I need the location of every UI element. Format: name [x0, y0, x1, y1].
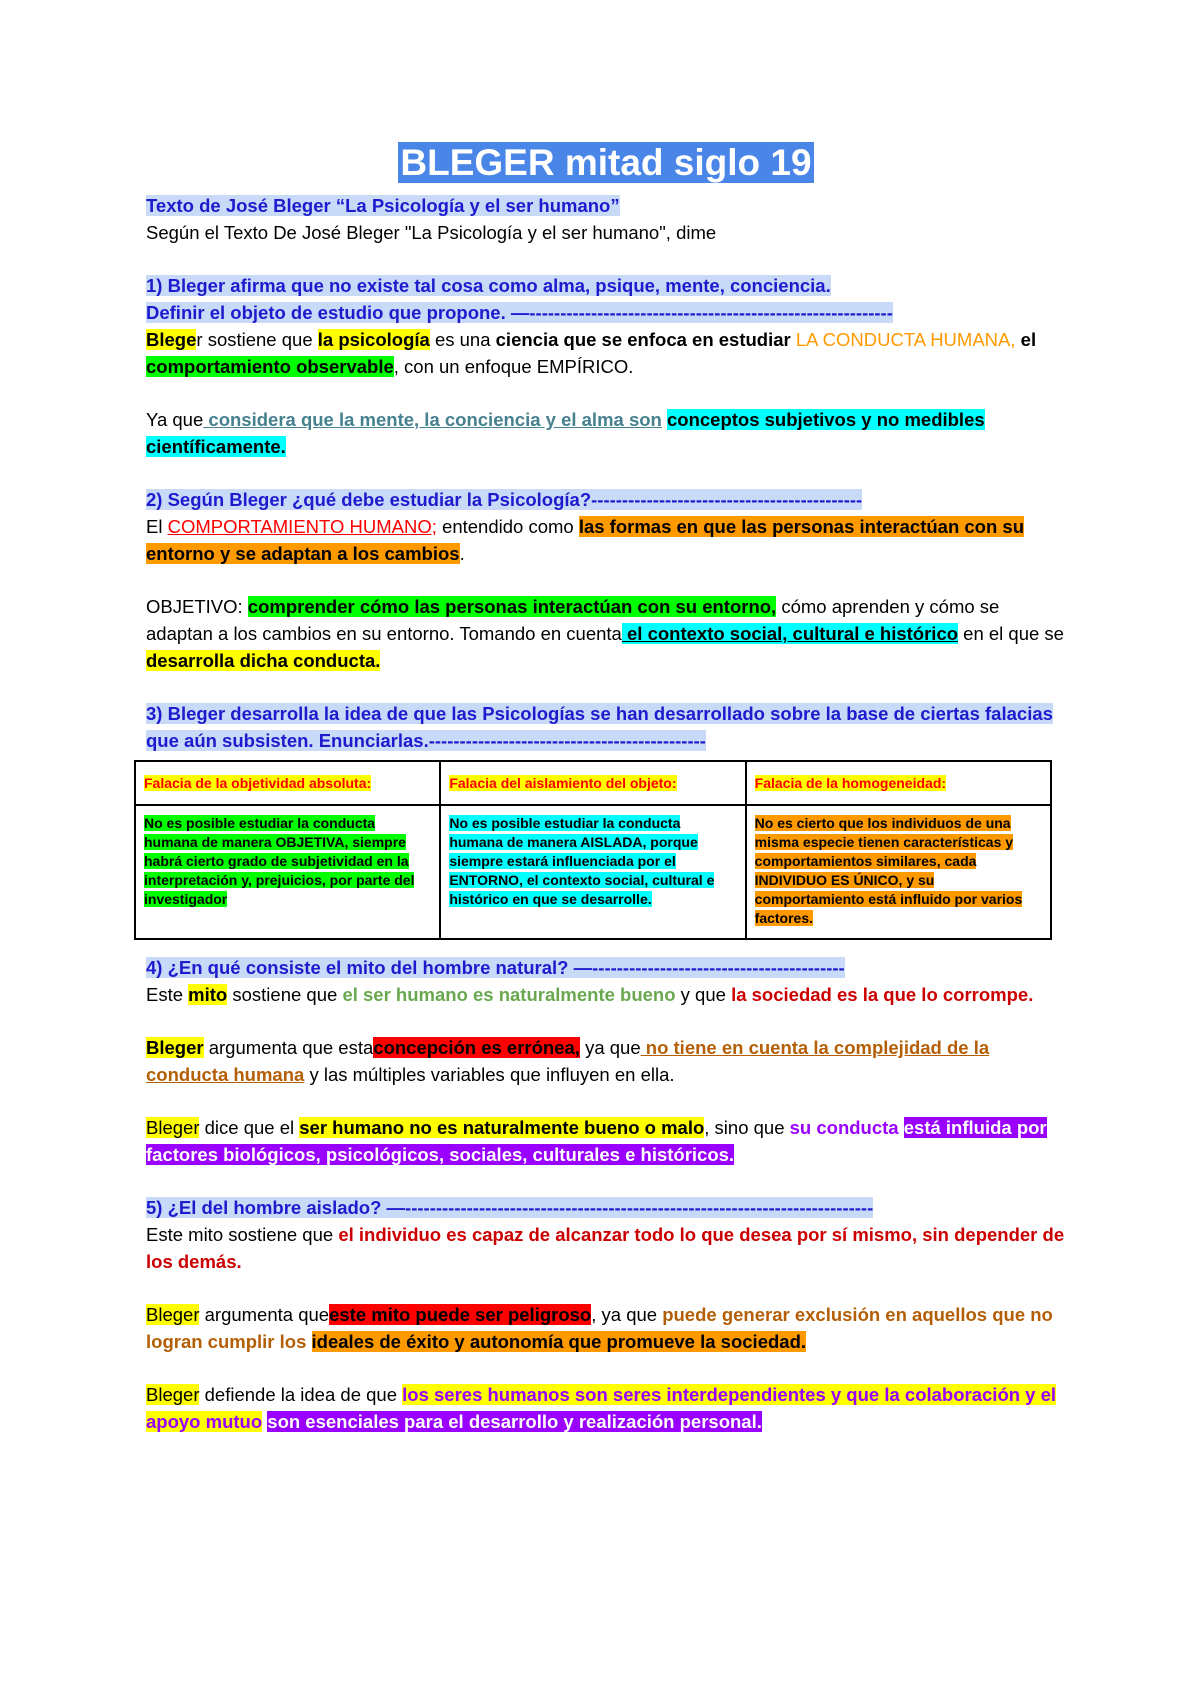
answer-4b: Bleger argumenta que estaconcepción es errónea, ya que no tiene en cuenta la complejidad de la conducta humana y las múltiples variables que influyen en ella.	[146, 1037, 990, 1085]
fallacy-cell-3: No es cierto que los individuos de una misma especie tienen características y comportamientos similares, cada INDIVIDUO ES ÚNICO, y su comportamiento está influido por varios factores.	[746, 805, 1051, 939]
question-2: 2) Según Bleger ¿qué debe estudiar la Psicología?--------------------------------------------	[146, 489, 863, 510]
answer-4c: Bleger dice que el ser humano no es naturalmente bueno o malo, sino que su conducta está influida por factores biológicos, psicológicos, sociales, culturales e históricos.	[146, 1117, 1047, 1165]
answer-5c: Bleger defiende la idea de que los seres humanos son seres interdependientes y que la colaboración y el apoyo mutuo son esenciales para el desarrollo y realización personal.	[146, 1384, 1057, 1432]
fallacy-header-3: Falacia de la homogeneidad:	[746, 761, 1051, 805]
page-title: BLEGER mitad siglo 19	[400, 142, 812, 183]
fallacy-cell-1: No es posible estudiar la conducta humana de manera OBJETIVA, siempre habrá cierto grado de subjetividad en la interpretación y, prejuicios, por parte del investigador	[135, 805, 440, 939]
answer-1a: Bleger sostiene que la psicología es una ciencia que se enfoca en estudiar LA CONDUCTA HUMANA, el comportamiento observable, con un enfoque EMPÍRICO.	[146, 329, 1037, 377]
title-block	[146, 142, 1066, 184]
question-1-line1: 1) Bleger afirma que no existe tal cosa como alma, psique, mente, conciencia.	[146, 275, 831, 296]
answer-4a: Este mito sostiene que el ser humano es naturalmente bueno y que la sociedad es la que lo corrompe.	[146, 984, 1034, 1005]
fallacies-table	[134, 760, 1052, 940]
fallacy-header-2: Falacia del aislamiento del objeto:	[440, 761, 745, 805]
question-5: 5) ¿El del hombre aislado? —----------------------------------------------------------------------------	[146, 1197, 874, 1218]
question-3: 3) Bleger desarrolla la idea de que las Psicologías se han desarrollado sobre la base de ciertas falacias que aún subsisten. Enunciarlas.---------------------------------------------	[146, 703, 1053, 751]
question-1	[146, 272, 1066, 326]
intro-line: Según el Texto De José Bleger "La Psicología y el ser humano", dime	[146, 222, 717, 243]
subtitle: Texto de José Bleger “La Psicología y el ser humano”	[146, 195, 620, 216]
document-page	[146, 142, 1066, 1435]
answer-2b: OBJETIVO: comprender cómo las personas interactúan con su entorno, cómo aprenden y cómo se adaptan a los cambios en su entorno. Tomando en cuenta el contexto social, cultural e histórico en el que se desarrolla dicha conducta.	[146, 596, 1064, 671]
question-1-line2: Definir el objeto de estudio que propone. —-----------------------------------------------------------	[146, 302, 893, 323]
answer-2a: El COMPORTAMIENTO HUMANO; entendido como las formas en que las personas interactúan con su entorno y se adaptan a los cambios.	[146, 516, 1025, 564]
answer-5a: Este mito sostiene que el individuo es capaz de alcanzar todo lo que desea por sí mismo, sin depender de los demás.	[146, 1224, 1065, 1272]
fallacy-cell-2: No es posible estudiar la conducta humana de manera AISLADA, porque siempre estará influenciada por el ENTORNO, el contexto social, cultural e histórico en que se desarrolle.	[440, 805, 745, 939]
fallacy-header-1: Falacia de la objetividad absoluta:	[135, 761, 440, 805]
question-4: 4) ¿En qué consiste el mito del hombre natural? —-----------------------------------------	[146, 957, 845, 978]
answer-1b: Ya que considera que la mente, la conciencia y el alma son conceptos subjetivos y no medibles científicamente.	[146, 409, 985, 457]
answer-5b: Bleger argumenta queeste mito puede ser peligroso, ya que puede generar exclusión en aquellos que no logran cumplir los ideales de éxito y autonomía que promueve la sociedad.	[146, 1304, 1053, 1352]
